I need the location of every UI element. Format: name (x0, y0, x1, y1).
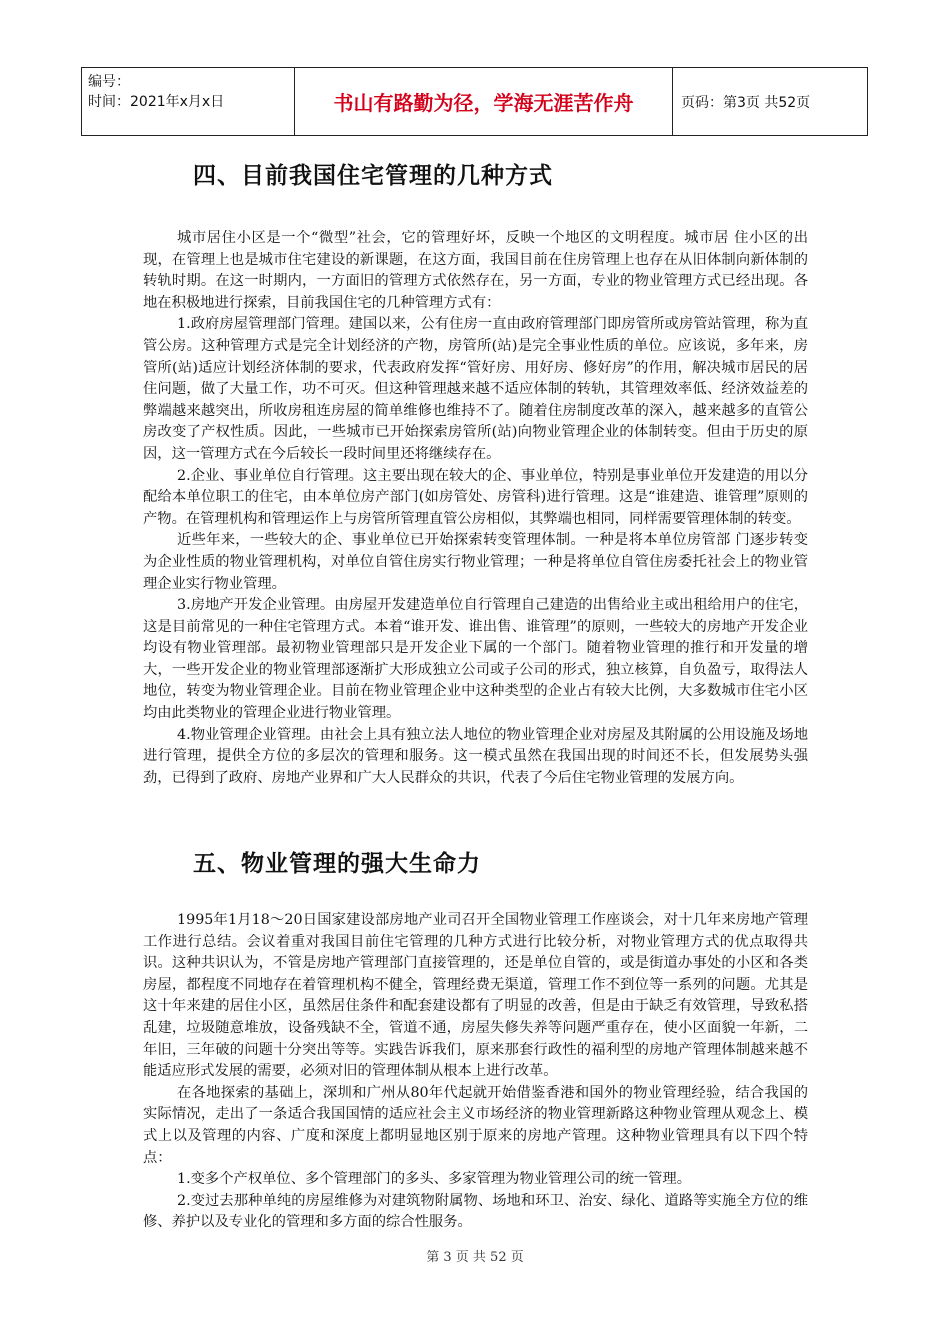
section-4-title: 四、目前我国住宅管理的几种方式 (193, 163, 553, 189)
paragraph: 城市居住小区是一个“微型”社会，它的管理好坏，反映一个地区的文明程度。城市居 住小区的出现，在管理上也是城市住宅建设的新课题，在这方面，我国目前在住房管理上也存在从旧体制向新体制的转轨时期。在这一时期内，一方面旧的管理方式依然存在，另一方面，专业的物业管理方式已经出现。各地在积极地进行探索，目前我国住宅的几种管理方式有： (143, 230, 808, 311)
motto: 书山有路勤为径，学海无涯苦作舟 (295, 68, 673, 135)
header-left-cell (82, 68, 295, 135)
paragraph: 近些年来，一些较大的企、事业单位已开始探索转变管理体制。一种是将本单位房管部 门逐步转变为企业性质的物业管理机构，对单位自管住房实行物业管理；一种是将单位自管住房委托社会上的物业管理企业实行物业管理。 (143, 532, 808, 592)
paragraph: 在各地探索的基础上，深圳和广州从80年代起就开始借鉴香港和国外的物业管理经验，结合我国的实际情况，走出了一条适合我国国情的适应社会主义市场经济的物业管理新路这种物业管理从观念上、模式上以及管理的内容、广度和深度上都明显地区别于原来的房地产管理。这种物业管理具有以下四个特点： (143, 1084, 808, 1166)
paragraph: 1.政府房屋管理部门管理。建国以来，公有住房一直由政府管理部门即房管所或房管站管理，称为直管公房。这种管理方式是完全计划经济的产物，房管所(站)是完全事业性质的单位。应该说，多年来，房管所(站)适应计划经济体制的要求，代表政府发挥“管好房、用好房、修好房”的作用，解决城市居民的居住问题，做了大量工作，功不可灭。但这种管理越来越不适应体制的转轨，其管理效率低、经济效益差的弊端越来越突出，所收房租连房屋的简单维修也维持不了。随着住房制度改革的深入，越来越多的直管公房改变了产权性质。因此，一些城市已开始探索房管所(站)向物业管理企业的体制转变。但由于历史的原因，这一管理方式在今后较长一段时间里还将继续存在。 (143, 316, 808, 462)
section-4-body (143, 228, 808, 789)
page-footer: 第 3 页 共 52 页 (426, 1250, 524, 1265)
time-label: 时间：2021年x月x日 (88, 94, 225, 110)
paragraph: 4.物业管理企业管理。由社会上具有独立法人地位的物业管理企业对房屋及其附属的公用设施及场地进行管理，提供全方位的多层次的管理和服务。这一模式虽然在我国出现的时间还不长，但发展势头强劲，已得到了政府、房地产业界和广大人民群众的共识，代表了今后住宅物业管理的发展方向。 (143, 726, 808, 786)
section-5-body (143, 910, 808, 1234)
paragraph: 3.房地产开发企业管理。由房屋开发建造单位自行管理自己建造的出售给业主或出租给用户的住宅，这是目前常见的一种住宅管理方式。本着“谁开发、谁出售、谁管理”的原则，一些较大的房地产开发企业均设有物业管理部。最初物业管理部只是开发企业下属的一个部门。随着物业管理的推行和开发量的增大，一些开发企业的物业管理部逐渐扩大形成独立公司或子公司的形式，独立核算，自负盈亏，取得法人地位，转变为物业管理企业。目前在物业管理企业中这种类型的企业占有较大比例，大多数城市住宅小区均由此类物业的管理企业进行物业管理。 (143, 597, 808, 722)
page-info: 页码：第3页 共52页 (681, 94, 811, 111)
paragraph: 1995年1月18～20日国家建设部房地产业司召开全国物业管理工作座谈会，对十几年来房地产管理工作进行总结。会议着重对我国目前住宅管理的几种方式进行比较分析，对物业管理方式的优点取得共识。这种共识认为，不管是房地产管理部门直接管理的，还是单位自管的，或是街道办事处的小区和各类房屋，都程度不同地存在着管理机构不健全，管理经费无渠道，管理工作不到位等一系列的问题。尤其是这十年来建的居住小区，虽然居住条件和配套建设都有了明显的改善，但是由于缺乏有效管理，导致私搭乱建，垃圾随意堆放，设备残缺不全，管道不通，房屋失修失养等问题严重存在，使小区面貌一年新，二年旧，三年破的问题十分突出等等。实践告诉我们，原来那套行政性的福利型的房地产管理体制越来越不能适应形式发展的需要，必须对旧的管理体制从根本上进行改革。 (143, 912, 808, 1080)
paragraph: 2.变过去那种单纯的房屋维修为对建筑物附属物、场地和环卫、治安、绿化、道路等实施全方位的维修、养护以及专业化的管理和多方面的综合性服务。 (143, 1192, 808, 1231)
header-table (81, 67, 868, 136)
number-label: 编号： (88, 74, 130, 90)
paragraph: 1.变多个产权单位、多个管理部门的多头、多家管理为物业管理公司的统一管理。 (177, 1171, 692, 1188)
section-5-title: 五、物业管理的强大生命力 (193, 851, 481, 877)
paragraph: 2.企业、事业单位自行管理。这主要出现在较大的企、事业单位，特别是事业单位开发建造的用以分配给本单位职工的住宅，由本单位房产部门(如房管处、房管科)进行管理。这是“谁建造、谁管理”原则的产物。在管理机构和管理运作上与房管所管理直管公房相似，其弊端也相同，同样需要管理体制的转变。 (143, 467, 808, 527)
